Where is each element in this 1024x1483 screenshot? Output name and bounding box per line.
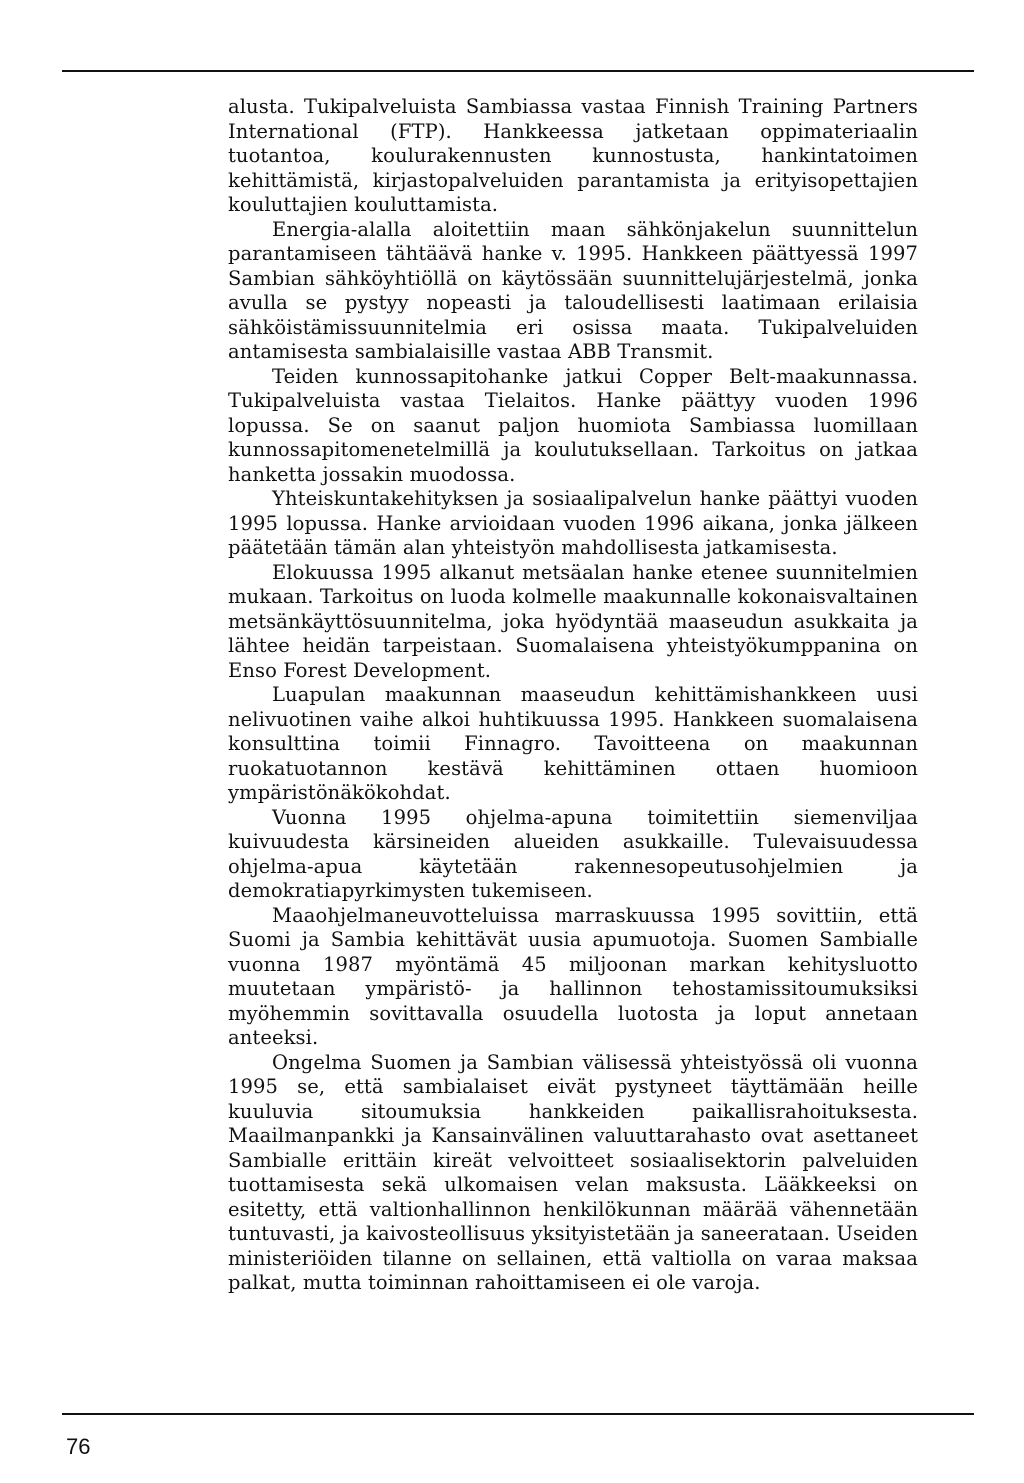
body-text: [228, 95, 918, 1296]
bottom-rule: [62, 1413, 974, 1415]
paragraph-3: Teiden kunnossapitohanke jatkui Copper Belt-maakunnassa. Tukipalveluista vastaa Tielaitos. Hanke päättyy vuoden 1996 lopussa. Se on saanut paljon huomiota Sambiassa luomillaan kunnossapitomenetelmillä ja koulutuksellaan. Tarkoitus on jatkaa hanketta jossakin muodossa.: [228, 364, 918, 486]
page-number: 76: [66, 1434, 91, 1459]
paragraph-9: Ongelma Suomen ja Sambian välisessä yhteistyössä oli vuonna 1995 se, että sambialaiset eivät pystyneet täyttämään heille kuuluvia sitoumuksia hankkeiden paikallisrahoituksesta. Maailmanpankki ja Kansainvälinen valuuttarahasto ovat asettaneet Sambialle erittäin kireät velvoitteet sosiaalisektorin palveluiden tuottamisesta sekä ulkomaisen velan maksusta. Lääkkeeksi on esitetty, että valtionhallinnon henkilökunnan määrää vähennetään tuntuvasti, ja kaivosteollisuus yksityistetään ja saneerataan. Useiden ministeriöiden tilanne on sellainen, että valtiolla on varaa maksaa palkat, mutta toiminnan rahoittamiseen ei ole varoja.: [228, 1050, 918, 1294]
paragraph-5: Elokuussa 1995 alkanut metsäalan hanke etenee suunnitelmien mukaan. Tarkoitus on luoda kolmelle maakunnalle kokonaisvaltainen metsänkäyttösuunnitelma, joka hyödyntää maaseudun asukkaita ja lähtee heidän tarpeistaan. Suomalaisena yhteistyökumppanina on Enso Forest Development.: [228, 560, 918, 682]
paragraph-8: Maaohjelmaneuvotteluissa marraskuussa 1995 sovittiin, että Suomi ja Sambia kehittävät uusia apumuotoja. Suomen Sambialle vuonna 1987 myöntämä 45 miljoonan markan kehitysluotto muutetaan ympäristö- ja hallinnon tehostamissitoumuksiksi myöhemmin sovittavalla osuudella luotosta ja loput annetaan anteeksi.: [228, 903, 918, 1049]
top-rule: [62, 70, 974, 72]
paragraph-7: Vuonna 1995 ohjelma-apuna toimitettiin siemenviljaa kuivuudesta kärsineiden alueiden asukkaille. Tulevaisuudessa ohjelma-apua käytetään rakennesopeutusohjelmien ja demokratiapyrkimysten tukemiseen.: [228, 805, 918, 902]
paragraph-1: alusta. Tukipalveluista Sambiassa vastaa Finnish Training Partners International (FTP). Hankkeessa jatketaan oppimateriaalin tuotantoa, koulurakennusten kunnostusta, hankintatoimen kehittämistä, kirjastopalveluiden parantamista ja erityisopettajien kouluttajien kouluttamista.: [228, 95, 918, 216]
paragraph-6: Luapulan maakunnan maaseudun kehittämishankkeen uusi nelivuotinen vaihe alkoi huhtikuussa 1995. Hankkeen suomalaisena konsulttina toimii Finnagro. Tavoitteena on maakunnan ruokatuotannon kestävä kehittäminen ottaen huomioon ympäristönäkökohdat.: [228, 683, 918, 804]
paragraph-4: Yhteiskuntakehityksen ja sosiaalipalvelun hanke päättyi vuoden 1995 lopussa. Hanke arvioidaan vuoden 1996 aikana, jonka jälkeen päätetään tämän alan yhteistyön mahdollisesta jatkamisesta.: [228, 487, 918, 559]
paragraph-2: Energia-alalla aloitettiin maan sähkönjakelun suunnittelun parantamiseen tähtäävä hanke v. 1995. Hankkeen päättyessä 1997 Sambian sähköyhtiöllä on käytössään suunnittelujärjestelmä, jonka avulla se pystyy nopeasti ja taloudellisesti laatimaan erilaisia sähköistämissuunnitelmia eri osissa maata. Tukipalveluiden antamisesta sambialaisille vastaa ABB Transmit.: [228, 217, 918, 363]
